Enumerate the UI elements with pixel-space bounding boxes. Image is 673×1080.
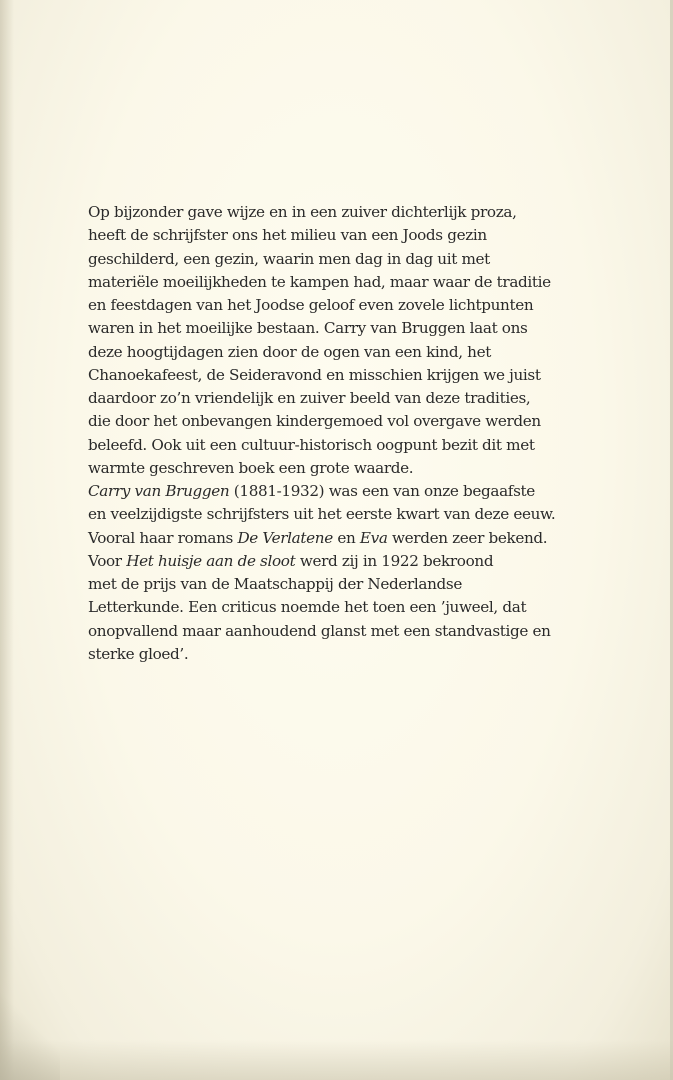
blurb-line: materiële moeilijkheden te kampen had, maar waar de traditie: [88, 272, 551, 291]
author-name: Carry van Bruggen: [88, 482, 230, 500]
blurb-line: Chanoekafeest, de Seideravond en misschien krijgen we juist: [88, 365, 541, 384]
author-bio-line: onopvallend maar aanhoudend glanst met een standvastige en: [88, 621, 551, 640]
blurb-line: Op bijzonder gave wijze en in een zuiver dichterlijk proza,: [88, 203, 517, 221]
author-bio-line: sterke gloed’.: [88, 644, 189, 663]
blurb-text: [88, 201, 588, 666]
blurb-line: die door het onbevangen kindergemoed vol overgave werden: [88, 412, 541, 431]
author-bio-line: Vooral haar romans De Verlatene en Eva werden zeer bekend.: [88, 528, 548, 547]
cover-edge-wear: [0, 0, 14, 1080]
author-bio-line: en veelzijdigste schrijfsters uit het eerste kwart van deze eeuw.: [88, 505, 556, 524]
book-title-de-verlatene: De Verlatene: [237, 528, 333, 547]
blurb-line: geschilderd, een gezin, waarin men dag in dag uit met: [88, 249, 490, 268]
book-title-het-huisje: Het huisje aan de sloot: [126, 551, 296, 570]
author-bio-line: Carry van Bruggen (1881-1932) was een van onze begaafste: [88, 482, 535, 500]
cover-bottom-wear: [0, 1040, 673, 1080]
author-bio-line: Letterkunde. Een criticus noemde het toen een ’juweel, dat: [88, 598, 527, 617]
blurb-line: warmte geschreven boek een grote waarde.: [88, 458, 414, 477]
blurb-line: beleefd. Ook uit een cultuur-historisch oogpunt bezit dit met: [88, 435, 535, 454]
blurb-line: waren in het moeilijke bestaan. Carry van Bruggen laat ons: [88, 319, 528, 338]
cover-corner-crease: [0, 990, 60, 1080]
blurb-line: en feestdagen van het Joodse geloof even zovele lichtpunten: [88, 296, 534, 314]
blurb-line: deze hoogtijdagen zien door de ogen van een kind, het: [88, 342, 492, 361]
author-bio-line: met de prijs van de Maatschappij der Nederlandse: [88, 575, 462, 593]
blurb-line: heeft de schrijfster ons het milieu van een Joods gezin: [88, 226, 487, 245]
author-bio-line: Voor Het huisje aan de sloot werd zij in 1922 bekroond: [88, 551, 494, 570]
blurb-line: daardoor zo’n vriendelijk en zuiver beeld van deze tradities,: [88, 389, 531, 407]
book-title-eva: Eva: [359, 528, 388, 547]
